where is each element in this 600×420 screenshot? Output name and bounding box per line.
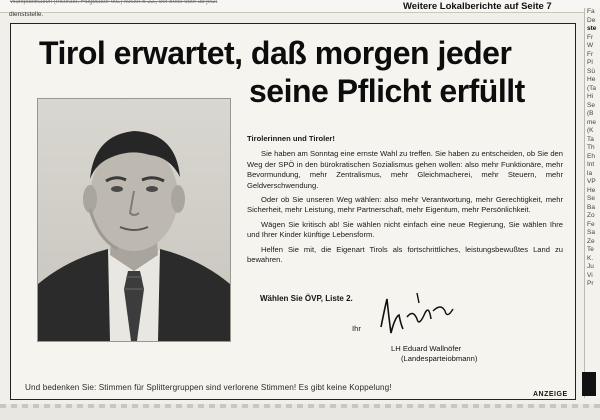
column-line: Sü: [587, 67, 595, 75]
paragraph-3: Wägen Sie kritisch ab! Sie wählen nicht einfach eine neue Regierung, Sie wählen Ihre und Ihrer Kinder künftige Lebensform.: [247, 219, 563, 240]
column-line: Vi: [587, 271, 593, 279]
column-line: Hi: [587, 93, 594, 100]
column-line: (B: [587, 110, 594, 117]
column-line: Fe: [587, 220, 595, 228]
column-line: (K: [587, 127, 594, 134]
headline-line-1: Tirol erwartet, daß morgen jeder: [39, 35, 512, 71]
column-line: Ju: [587, 263, 594, 270]
signer-name: LH Eduard Wallnöfer: [391, 344, 462, 353]
black-tab: [582, 372, 596, 396]
top-cut-text: Wahlpublikation (Inserate, Flugblätter etc.) kostet S 22,, bei Seite oder ab jetzt: [10, 0, 218, 5]
column-line: He: [587, 76, 596, 83]
paragraph-2: Oder ob Sie unseren Weg wählen: also mehr Verantwortung, mehr Gerechtigkeit, mehr Sicherheit, mehr Leistung, mehr Partnerschaft, mehr Eigentum, mehr Persönlichkeit.: [247, 195, 563, 215]
torn-edge-pattern: [0, 404, 600, 408]
column-line: Pl: [587, 59, 593, 66]
column-line: Fr: [587, 33, 594, 41]
column-line: Ta: [587, 135, 594, 143]
signer-title: (Landesparteiobmann): [401, 354, 478, 363]
footer-note: Und bedenken Sie: Stimmen für Splittergruppen sind verlorene Stimmen! Es gibt keine Koppelung!: [25, 383, 392, 392]
column-line: W: [587, 42, 594, 49]
adjacent-column-fragment: [584, 8, 600, 398]
column-line: me: [587, 118, 597, 126]
column-line: Eh: [587, 152, 595, 160]
column-line: ste: [587, 25, 597, 32]
paragraph-1: Sie haben am Sonntag eine ernste Wahl zu treffen. Sie haben zu entscheiden, ob Sie den Weg der SPÖ in den bürokratischen Sozialismus gehen wollen: also mehr Funktionäre, mehr Bevormundung, mehr Zentralismus, mehr Gleichmacherei, mehr Steuern, mehr Geldverschwendung.: [247, 149, 563, 190]
headline-line-2: seine Pflicht erfüllt: [249, 73, 525, 109]
column-line: la: [587, 169, 593, 177]
column-line: Ze: [587, 237, 595, 245]
section-header: Weitere Lokalberichte auf Seite 7: [403, 1, 552, 12]
torn-bottom-edge: [0, 404, 600, 420]
closing-word: Ihr: [352, 324, 361, 333]
election-advertisement: [10, 23, 576, 400]
portrait-photo: [37, 98, 231, 342]
column-line: Ba: [587, 203, 595, 211]
column-line: Int: [587, 161, 595, 168]
column-line: Sa: [587, 229, 595, 236]
column-line: VP: [587, 178, 596, 185]
column-line: De: [587, 16, 596, 24]
greeting: Tirolerinnen und Tiroler!: [247, 134, 335, 143]
column-line: Te: [587, 246, 594, 253]
column-line: He: [587, 186, 596, 194]
ad-label: ANZEIGE: [533, 391, 568, 398]
paragraph-4: Helfen Sie mit, die Eigenart Tirols als fortschrittliches, leistungsbewußtes Land zu bewahren.: [247, 244, 563, 265]
column-line: Th: [587, 144, 595, 151]
column-line: K.: [587, 254, 594, 262]
column-line: (Ta: [587, 84, 597, 92]
column-line: Pr: [587, 280, 594, 287]
column-line: Fr: [587, 50, 594, 58]
column-line: Fa: [587, 8, 595, 15]
column-line: Se: [587, 195, 595, 202]
handwritten-signature: [373, 289, 463, 341]
ad-body: [247, 134, 563, 269]
dienststelle-fragment: dienststelle.: [9, 11, 44, 18]
vote-call: Wählen Sie ÖVP, Liste 2.: [260, 294, 353, 303]
signer-block: [391, 344, 477, 364]
column-line: Se: [587, 101, 595, 109]
portrait-illustration: [38, 99, 230, 341]
column-line: Zo: [587, 212, 595, 219]
